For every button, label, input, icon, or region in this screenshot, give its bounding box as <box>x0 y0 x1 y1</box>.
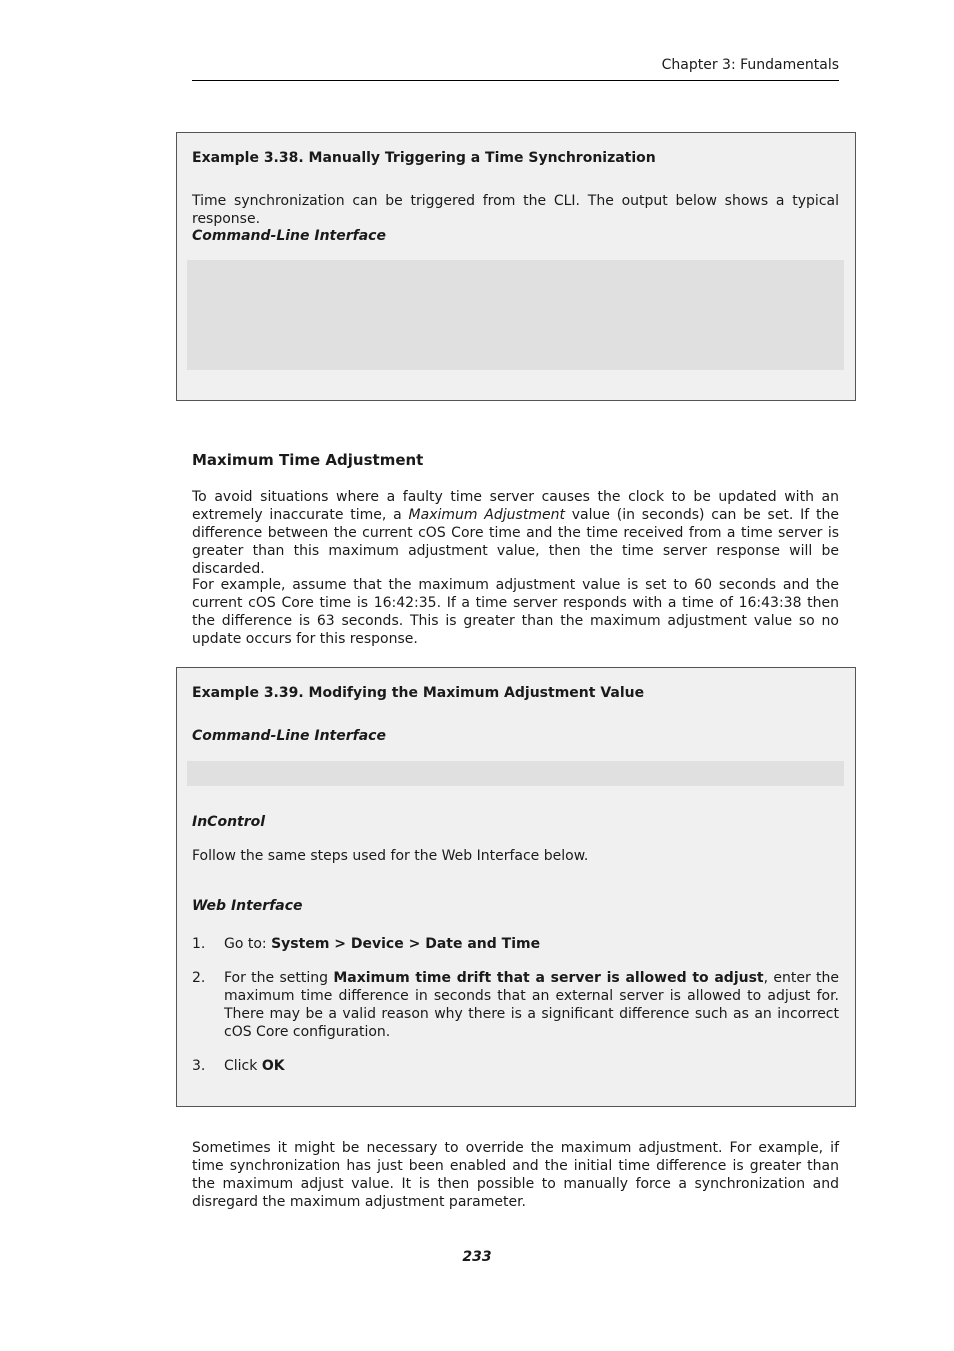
step-text <box>224 1057 839 1075</box>
step-prefix: Go to: <box>224 936 272 952</box>
cli-label: Command-Line Interface <box>192 228 386 244</box>
step-text <box>224 935 839 953</box>
step-text <box>224 969 839 1041</box>
step-number: 3. <box>192 1058 206 1074</box>
header-rule <box>192 80 839 81</box>
example-title: Example 3.38. Manually Triggering a Time Synchronization <box>192 150 656 166</box>
cli-code-block <box>187 260 844 370</box>
step-prefix: For the setting <box>224 970 334 986</box>
example-intro: Time synchronization can be triggered from the CLI. The output below shows a typical response. <box>192 193 839 227</box>
cli-code-block <box>187 761 844 786</box>
cli-label: Command-Line Interface <box>192 728 386 744</box>
para1-before: To avoid situations where a faulty time server causes the clock to be updated with an extremely inaccurate time, a <box>192 489 839 523</box>
page-number: 233 <box>462 1249 492 1265</box>
step-setting-name: Maximum time drift that a server is allowed to adjust <box>333 970 764 986</box>
step-button-name: OK <box>261 1058 285 1074</box>
closing-paragraph: Sometimes it might be necessary to override the maximum adjustment. For example, if time synchronization has just been enabled and the initial time difference is greater than the maximum adjust value. It is then possible to manually force a synchronization and disregard the maximum adjustment parameter. <box>192 1140 839 1210</box>
step-suffix: , enter the maximum time difference in seconds that an external server is allowed to adjust for. There may be a valid reason why there is a significant difference such as an incorrect cOS Core configuration. <box>224 970 840 1040</box>
section-paragraph-2: For example, assume that the maximum adjustment value is set to 60 seconds and the current cOS Core time is 16:42:35. If a time server responds with a time of 16:43:38 then the difference is 63 seconds. This is greater than the maximum adjustment value so no update occurs for this response. <box>192 577 839 647</box>
incontrol-label: InControl <box>192 814 266 830</box>
step-prefix: Click <box>224 1058 262 1074</box>
para1-after: value (in seconds) can be set. If the difference between the current cOS Core time and the time received from a time server is greater than this maximum adjustment value, then the time server response will be discarded. <box>192 507 839 577</box>
para1-emphasis: Maximum Adjustment <box>408 507 565 523</box>
example-title: Example 3.39. Modifying the Maximum Adjustment Value <box>192 685 645 701</box>
web-interface-label: Web Interface <box>192 898 303 914</box>
running-header: Chapter 3: Fundamentals <box>661 57 839 73</box>
incontrol-text: Follow the same steps used for the Web Interface below. <box>192 848 589 864</box>
step-menu-path: System > Device > Date and Time <box>271 936 541 952</box>
step-number: 2. <box>192 970 206 986</box>
step-number: 1. <box>192 936 206 952</box>
section-paragraph-1 <box>192 488 839 578</box>
section-heading: Maximum Time Adjustment <box>192 451 424 469</box>
